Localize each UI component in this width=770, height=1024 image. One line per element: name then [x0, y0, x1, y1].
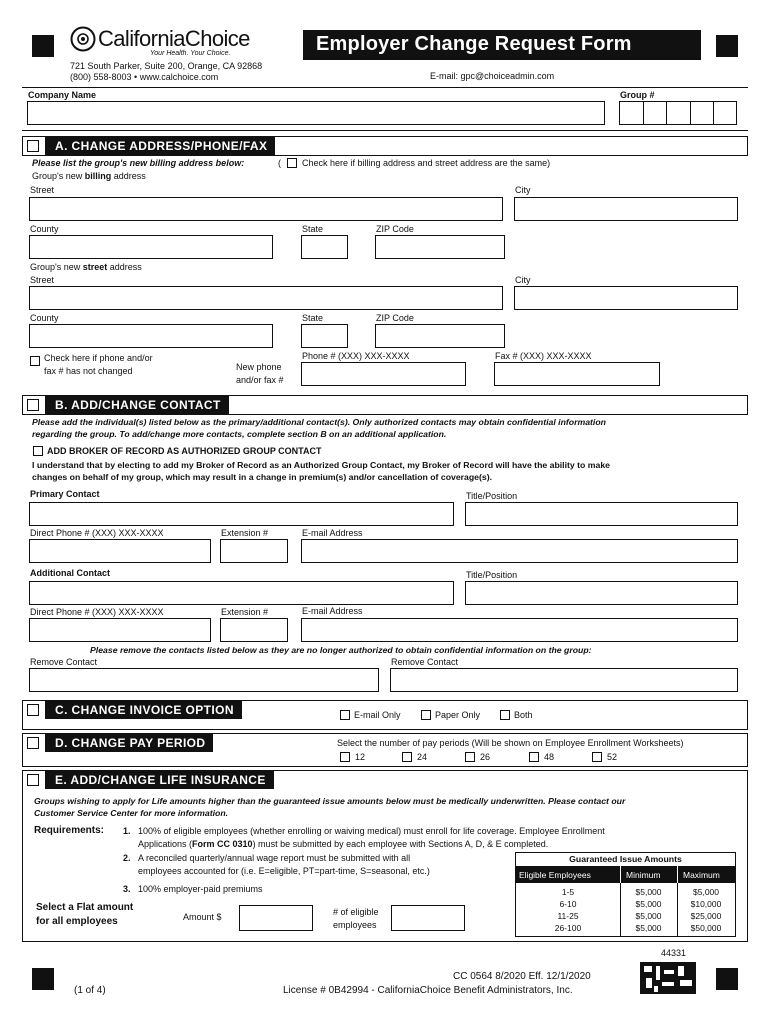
- flat-amount-label-2: for all employees: [36, 916, 118, 927]
- gi-cell: 1-5: [561, 887, 575, 897]
- pay-period-48-label: 48: [544, 752, 555, 762]
- req2-line2: employees accounted for (i.e. E=eligible, PT=part-time, S=seasonal, etc.): [138, 866, 430, 876]
- street-state-input[interactable]: [301, 324, 348, 348]
- logo-icon: [70, 26, 96, 52]
- gi-row: [516, 887, 735, 899]
- additional-contact-input[interactable]: [29, 581, 454, 605]
- req1-line2: Applications (Form CC 0310) must be submitted by each employee with Sections A, D, & E completed.: [138, 839, 549, 849]
- section-c-title: C. CHANGE INVOICE OPTION: [45, 701, 242, 719]
- life-intro-1: Groups wishing to apply for Life amounts higher than the guaranteed issue amounts below must be medically underwritten. Please contact our: [34, 796, 626, 806]
- group-digit-divider: [666, 101, 667, 125]
- pay-period-48-checkbox[interactable]: [529, 752, 539, 762]
- street-label: Street: [30, 275, 55, 285]
- gi-cell: 26-100: [554, 923, 582, 933]
- amount-input[interactable]: [239, 905, 313, 931]
- billing-street-label: Street: [30, 185, 55, 195]
- street-county-input[interactable]: [29, 324, 273, 348]
- section-c-checkbox[interactable]: [27, 704, 39, 716]
- req2-num: 2.: [123, 853, 131, 863]
- pay-period-12-checkbox[interactable]: [340, 752, 350, 762]
- gi-cell: $50,000: [690, 923, 722, 933]
- billing-county-input[interactable]: [29, 235, 273, 259]
- billing-address-label: Group's new billing address: [32, 171, 146, 181]
- billing-city-input[interactable]: [514, 197, 738, 221]
- gi-row: [516, 911, 735, 923]
- contact-instruction-1: Please add the individual(s) listed below as the primary/additional contact(s). Only authorized contacts may obtain confidential information: [32, 417, 606, 427]
- invoice-paper-checkbox[interactable]: [421, 710, 431, 720]
- registration-mark-top-left: [32, 35, 54, 57]
- req3-num: 3.: [123, 884, 131, 894]
- primary-title-label: Title/Position: [466, 491, 518, 501]
- section-d-checkbox[interactable]: [27, 737, 39, 749]
- billing-city-label: City: [515, 185, 531, 195]
- street-state-label: State: [302, 313, 324, 323]
- same-address-checkbox[interactable]: [287, 158, 297, 168]
- billing-zip-label: ZIP Code: [376, 224, 414, 234]
- broker-text-1: I understand that by electing to add my Broker of Record as an Authorized Group Contact, my Broker of Record will have the ability to make: [32, 460, 610, 470]
- gi-row: [516, 899, 735, 911]
- footer-page: (1 of 4): [74, 985, 106, 996]
- broker-label: ADD BROKER OF RECORD AS AUTHORIZED GROUP CONTACT: [47, 446, 322, 456]
- eligible-label-1: # of eligible: [333, 907, 379, 917]
- company-name-label: Company Name: [28, 90, 97, 100]
- additional-extension-label: Extension #: [221, 607, 269, 617]
- flat-amount-label-1: Select a Flat amount: [36, 902, 134, 913]
- req2-line1: A reconciled quarterly/annual wage report must be submitted with all: [138, 853, 411, 863]
- brand-tagline: Your Health. Your Choice.: [150, 50, 231, 57]
- registration-mark-top-right: [716, 35, 738, 57]
- primary-phone-label: Direct Phone # (XXX) XXX-XXXX: [30, 528, 164, 538]
- gi-cell: 11-25: [557, 911, 579, 921]
- section-e-checkbox[interactable]: [27, 774, 39, 786]
- same-address-paren: (: [278, 158, 281, 168]
- new-phone-label-1: New phone: [236, 362, 282, 372]
- header-bottom-divider: [22, 130, 748, 131]
- phone-unchanged-checkbox[interactable]: [30, 356, 40, 366]
- remove-contact-label-1: Remove Contact: [30, 657, 98, 667]
- company-phone-web: (800) 558-8003 • www.calchoice.com: [70, 72, 219, 82]
- pay-period-52-checkbox[interactable]: [592, 752, 602, 762]
- guaranteed-issue-table: [515, 852, 736, 937]
- additional-phone-label: Direct Phone # (XXX) XXX-XXXX: [30, 607, 164, 617]
- company-name-input[interactable]: [27, 101, 605, 125]
- section-a-header: [22, 136, 748, 156]
- broker-text-2: changes on behalf of my group, which may result in a change in premium(s) and/or cancellation of coverage(s).: [32, 472, 493, 482]
- contact-email: E-mail: gpc@choiceadmin.com: [430, 71, 555, 81]
- remove-contact-input-1[interactable]: [29, 668, 379, 692]
- phone-label: Phone # (XXX) XXX-XXXX: [302, 351, 410, 361]
- group-digit-divider: [690, 101, 691, 125]
- billing-street-input[interactable]: [29, 197, 503, 221]
- amount-label: Amount $: [183, 912, 222, 922]
- section-a-title: A. CHANGE ADDRESS/PHONE/FAX: [45, 137, 275, 155]
- gi-cell: $25,000: [690, 911, 722, 921]
- street-city-label: City: [515, 275, 531, 285]
- group-digit-divider: [713, 101, 714, 125]
- gi-cell: $10,000: [690, 899, 722, 909]
- additional-title-label: Title/Position: [466, 570, 518, 580]
- pay-period-24-label: 24: [417, 752, 428, 762]
- additional-email-label: E-mail Address: [302, 606, 363, 616]
- invoice-email-label: E-mail Only: [354, 710, 401, 720]
- billing-state-label: State: [302, 224, 324, 234]
- section-b-checkbox[interactable]: [27, 399, 39, 411]
- pay-period-26-label: 26: [480, 752, 491, 762]
- billing-instruction: Please list the group's new billing address below:: [32, 158, 245, 168]
- primary-contact-input[interactable]: [29, 502, 454, 526]
- phone-unchanged-label-1: Check here if phone and/or: [44, 353, 153, 363]
- primary-title-input[interactable]: [465, 502, 738, 526]
- header-divider: [22, 87, 748, 88]
- street-zip-input[interactable]: [375, 324, 505, 348]
- group-number-input[interactable]: [619, 101, 737, 125]
- remove-contact-label-2: Remove Contact: [391, 657, 459, 667]
- additional-extension-input[interactable]: [220, 618, 288, 642]
- phone-unchanged-label-2: fax # has not changed: [44, 366, 133, 376]
- primary-extension-input[interactable]: [220, 539, 288, 563]
- group-number-label: Group #: [620, 90, 655, 100]
- remove-contact-input-2[interactable]: [390, 668, 738, 692]
- section-b-header: [22, 395, 748, 415]
- req1-line1: 100% of eligible employees (whether enrolling or waiving medical) must enroll for life coverage. Employee Enrollment: [138, 826, 605, 836]
- gi-header-row: [516, 866, 735, 883]
- billing-state-input[interactable]: [301, 235, 348, 259]
- new-phone-label-2: and/or fax #: [236, 375, 284, 385]
- invoice-both-label: Both: [514, 710, 533, 720]
- section-e-title: E. ADD/CHANGE LIFE INSURANCE: [45, 771, 274, 789]
- brand-name: CaliforniaChoice: [98, 26, 250, 51]
- gi-cell: 6-10: [559, 899, 577, 909]
- gi-header-max: Maximum: [683, 870, 720, 880]
- section-b-title: B. ADD/CHANGE CONTACT: [45, 396, 229, 414]
- additional-email-input[interactable]: [301, 618, 738, 642]
- pay-period-12-label: 12: [355, 752, 366, 762]
- additional-title-input[interactable]: [465, 581, 738, 605]
- primary-contact-label: Primary Contact: [30, 489, 100, 499]
- gi-cell: $5,000: [635, 911, 662, 921]
- gi-header-eligible: Eligible Employees: [519, 870, 591, 880]
- street-county-label: County: [30, 313, 59, 323]
- gi-header-min: Minimum: [626, 870, 661, 880]
- registration-mark-bottom-right: [716, 968, 738, 990]
- form-title: Employer Change Request Form: [316, 33, 632, 55]
- invoice-paper-label: Paper Only: [435, 710, 481, 720]
- phone-input[interactable]: [301, 362, 466, 386]
- billing-county-label: County: [30, 224, 59, 234]
- contact-instruction-2: regarding the group. To add/change more contacts, complete section B on an additional application.: [32, 429, 447, 439]
- invoice-both-checkbox[interactable]: [500, 710, 510, 720]
- fax-input[interactable]: [494, 362, 660, 386]
- footer-license: License # 0B42994 - CaliforniaChoice Benefit Administrators, Inc.: [283, 985, 573, 996]
- pay-period-52-label: 52: [607, 752, 618, 762]
- invoice-email-checkbox[interactable]: [340, 710, 350, 720]
- additional-contact-label: Additional Contact: [30, 568, 110, 578]
- gi-cell: $5,000: [635, 899, 662, 909]
- footer-form-id: CC 0564 8/2020 Eff. 12/1/2020: [453, 971, 591, 982]
- primary-phone-input[interactable]: [29, 539, 211, 563]
- group-digit-divider: [643, 101, 644, 125]
- req3-line1: 100% employer-paid premiums: [138, 884, 263, 894]
- pay-period-24-checkbox[interactable]: [402, 752, 412, 762]
- barcode-icon: [640, 962, 696, 994]
- additional-phone-input[interactable]: [29, 618, 211, 642]
- gi-row: [516, 923, 735, 935]
- company-address: 721 South Parker, Suite 200, Orange, CA 92868: [70, 61, 263, 71]
- street-input[interactable]: [29, 286, 503, 310]
- same-address-label: Check here if billing address and street address are the same): [302, 158, 551, 168]
- section-a-checkbox[interactable]: [27, 140, 39, 152]
- gi-cell: $5,000: [635, 887, 662, 897]
- fax-label: Fax # (XXX) XXX-XXXX: [495, 351, 592, 361]
- primary-email-label: E-mail Address: [302, 528, 363, 538]
- primary-extension-label: Extension #: [221, 528, 269, 538]
- footer-code: 44331: [661, 948, 687, 958]
- billing-zip-input[interactable]: [375, 235, 505, 259]
- registration-mark-bottom-left: [32, 968, 54, 990]
- life-intro-2: Customer Service Center for more information.: [34, 808, 229, 818]
- pay-period-instruction: Select the number of pay periods (Will be shown on Employee Enrollment Worksheets): [337, 738, 684, 748]
- gi-cell: $5,000: [693, 887, 719, 897]
- pay-period-26-checkbox[interactable]: [465, 752, 475, 762]
- remove-instruction: Please remove the contacts listed below as they are no longer authorized to obtain confidential information on the group:: [90, 645, 592, 655]
- street-zip-label: ZIP Code: [376, 313, 414, 323]
- gi-table-title: Guaranteed Issue Amounts: [569, 854, 682, 864]
- street-address-label: Group's new street address: [30, 262, 142, 272]
- gi-cell: $5,000: [635, 923, 662, 933]
- primary-email-input[interactable]: [301, 539, 738, 563]
- req1-num: 1.: [123, 826, 131, 836]
- eligible-employees-input[interactable]: [391, 905, 465, 931]
- broker-checkbox[interactable]: [33, 446, 43, 456]
- eligible-label-2: employees: [333, 920, 377, 930]
- section-d-title: D. CHANGE PAY PERIOD: [45, 734, 213, 752]
- street-city-input[interactable]: [514, 286, 738, 310]
- requirements-label: Requirements:: [34, 825, 105, 836]
